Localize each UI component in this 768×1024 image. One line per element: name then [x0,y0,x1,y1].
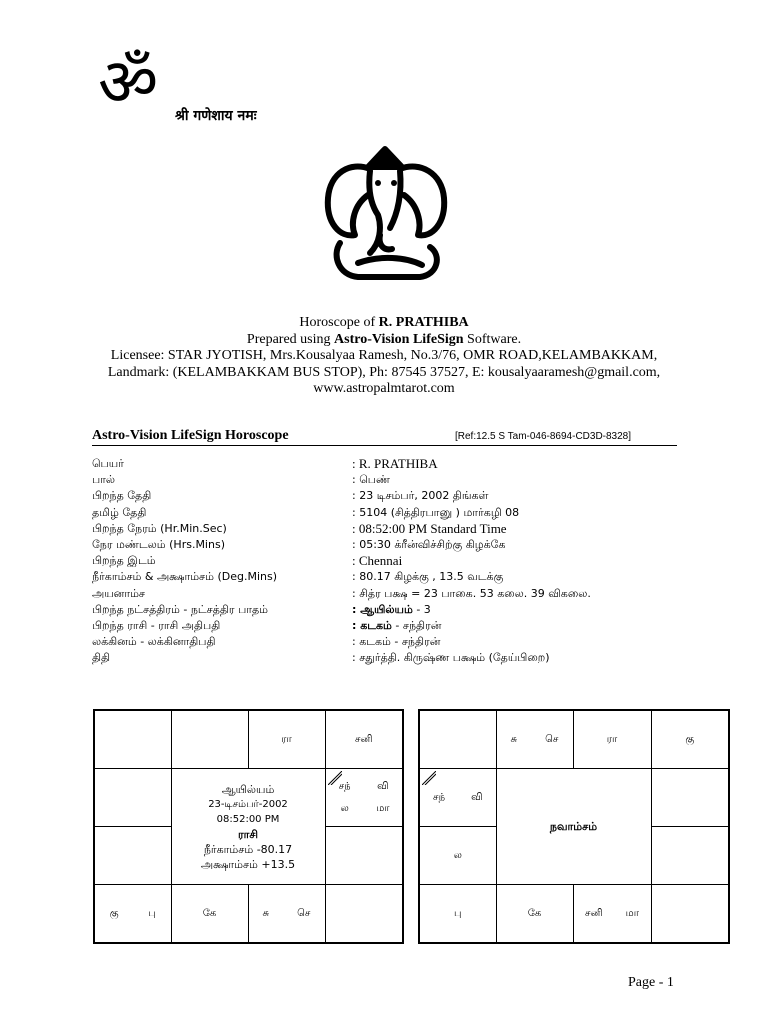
detail-row [92,521,692,537]
detail-row [92,456,692,472]
detail-label: பிறந்த நேரம் (Hr.Min.Sec) [92,521,227,535]
chart-house [573,885,651,944]
detail-value [352,488,488,504]
detail-row [92,586,692,602]
planet-label: கே [527,907,542,919]
detail-label: லக்கினம் - லக்கினாதிபதி [92,635,216,649]
detail-value [352,553,402,569]
house-planets [420,769,496,826]
birth-time: 08:52:00 PM [216,813,280,825]
house-planets [652,885,729,942]
house-planets [652,711,729,768]
planet-label: மா [625,907,639,919]
section-divider [92,445,677,446]
detail-value [352,618,441,634]
detail-row [92,553,692,569]
detail-value [352,505,519,521]
detail-label: நீர்காம்சம் & அக்ஷாம்சம் (Deg.Mins) [92,570,278,584]
chart-house [94,827,171,885]
detail-value-text: : சதுர்த்தி. கிருஷ்ண பக்ஷம் (தேய்பிறை) [352,651,550,665]
birth-details-list [92,456,692,666]
planet-label: ல [453,849,462,861]
chart-center [496,769,651,885]
detail-row [92,569,692,585]
reference-code: [Ref:12.5 S Tam-046-8694-CD3D-8328] [455,431,632,442]
detail-label: நேர மண்டலம் (Hrs.Mins) [92,537,225,551]
planet-label: ல [340,802,349,814]
detail-value-bold: : கடகம் [352,618,392,632]
chart-house [325,885,403,944]
planet-label: வி [377,780,389,792]
house-planets [326,827,403,884]
chart-house [325,827,403,885]
detail-row [92,602,692,618]
om-symbol: ॐ [98,44,159,121]
chart-center [171,769,325,885]
detail-value [352,537,505,553]
planet-label: கு [109,907,119,919]
detail-value-text: : 08:52:00 PM Standard Time [352,520,507,536]
planet-label: பு [454,907,462,919]
horoscope-header [60,315,708,398]
chart-house [651,827,729,885]
chart-label: ராசி [237,827,259,841]
planet-label: சந் [433,791,445,803]
house-planets [574,885,651,942]
detail-value-text: - சந்திரன் [391,618,442,632]
detail-value [352,569,503,585]
planet-label: வி [471,791,483,803]
planet-label: சு [510,733,518,745]
house-planets [95,827,171,884]
house-planets [326,769,403,826]
planet-label: கே [202,907,217,919]
house-planets [420,711,496,768]
chart-house [651,769,729,827]
house-planets [497,885,573,942]
detail-label: பிறந்த நட்சத்திரம் - நட்சத்திர பாதம் [92,602,269,616]
house-planets [420,827,496,884]
detail-row [92,537,692,553]
chart-house [419,885,496,944]
house-planets [574,711,651,768]
website-line: www.astropalmtarot.com [313,381,455,396]
chart-label: நவாம்சம் [549,820,598,833]
house-planets [326,885,403,942]
chart-house [171,885,248,944]
chart-house [419,769,496,827]
chart-house [94,885,171,944]
chart-house [651,885,729,944]
detail-label: பால் [92,473,116,487]
longitude: நீர்காம்சம் -80.17 [203,842,293,856]
house-planets [326,711,403,768]
ganesha-logo [310,143,460,293]
planet-label: ரா [606,733,618,745]
chart-house [325,710,403,769]
detail-label: திதி [92,651,111,665]
house-planets [497,711,573,768]
planet-label: செ [297,907,311,919]
detail-row [92,488,692,504]
birth-star: ஆயில்யம் [221,782,275,796]
detail-value [352,602,431,618]
chart-house [248,710,325,769]
chart-house [94,710,171,769]
house-planets [95,711,171,768]
detail-value [352,521,507,537]
planet-label: சந் [338,780,351,792]
house-planets [172,711,248,768]
detail-row [92,505,692,521]
planet-label: சனி [355,733,373,745]
detail-value [352,456,438,472]
planet-label: மா [376,802,390,814]
planet-label: கு [685,733,695,745]
house-planets [249,885,325,942]
birth-date: 23-டிசம்பர்-2002 [208,798,288,810]
house-planets [652,769,729,826]
planet-label: சு [262,907,270,919]
chart-house [496,885,573,944]
detail-label: தமிழ் தேதி [92,505,147,519]
detail-value-text: : 5104 (சித்திரபானு ) மார்கழி 08 [352,505,520,519]
detail-value-text: : 23 டிசம்பர், 2002 திங்கள் [352,489,489,503]
detail-value-bold: : ஆயில்யம் [352,602,413,616]
house-planets [95,769,171,826]
chart-house [419,827,496,885]
detail-value-text: : R. PRATHIBA [352,456,438,471]
detail-label: பிறந்த இடம் [92,554,156,568]
planet-label: ரா [281,733,292,745]
house-planets [652,827,729,884]
landmark-line: Landmark: (KELAMBAKKAM BUS STOP), Ph: 87545 37527, E: kousalyaaramesh@gmail.com, [107,364,661,380]
horoscope-title: Horoscope of R. PRATHIBA [299,315,469,330]
detail-value-text: : 80.17 கிழக்கு , 13.5 வடக்கு [352,570,504,584]
detail-value-text: : 05:30 க்ரீன்விச்சிற்கு கிழக்கே [352,537,506,551]
detail-value-text: : கடகம் - சந்திரன் [352,635,441,649]
chart-house [419,710,496,769]
detail-label: பிறந்த தேதி [92,489,152,503]
ganesha-mantra: श्री गणेशाय नमः [175,108,257,124]
page-number: Page - 1 [628,975,674,990]
detail-label: அயனாம்ச [92,586,146,600]
detail-value-text: - 3 [412,602,431,616]
chart-house [325,769,403,827]
chart-house [651,710,729,769]
chart-house [94,769,171,827]
detail-value-text: : பெண் [352,473,390,487]
detail-row [92,472,692,488]
chart-house [496,710,573,769]
detail-value [352,650,550,666]
detail-value [352,586,591,602]
house-planets [172,885,248,942]
section-title: Astro-Vision LifeSign Horoscope [92,428,289,443]
prepared-using: Prepared using Astro-Vision LifeSign Software. [246,331,522,347]
detail-value [352,472,390,488]
planet-label: பு [148,907,156,919]
navamsa-chart [418,709,730,944]
detail-label: பிறந்த ராசி - ராசி அதிபதி [92,618,221,632]
planet-label: சனி [585,907,603,919]
licensee-line: Licensee: STAR JYOTISH, Mrs.Kousalyaa Ramesh, No.3/76, OMR ROAD,KELAMBAKKAM, [110,348,658,363]
rasi-chart [93,709,404,944]
detail-value [352,634,440,650]
house-planets [420,885,496,942]
planet-label: செ [545,733,559,745]
house-planets [249,711,325,768]
chart-house [171,710,248,769]
detail-row [92,618,692,634]
detail-row [92,650,692,666]
latitude: அக்ஷாம்சம் +13.5 [200,857,296,871]
detail-label: பெயர் [92,457,124,470]
house-planets [95,885,171,942]
detail-value-text: : சித்ர பக்ஷ = 23 பாகை. 53 கலை. 39 விகலை. [352,586,591,600]
chart-house [573,710,651,769]
detail-value-text: : Chennai [352,553,403,569]
detail-row [92,634,692,650]
chart-house [248,885,325,944]
